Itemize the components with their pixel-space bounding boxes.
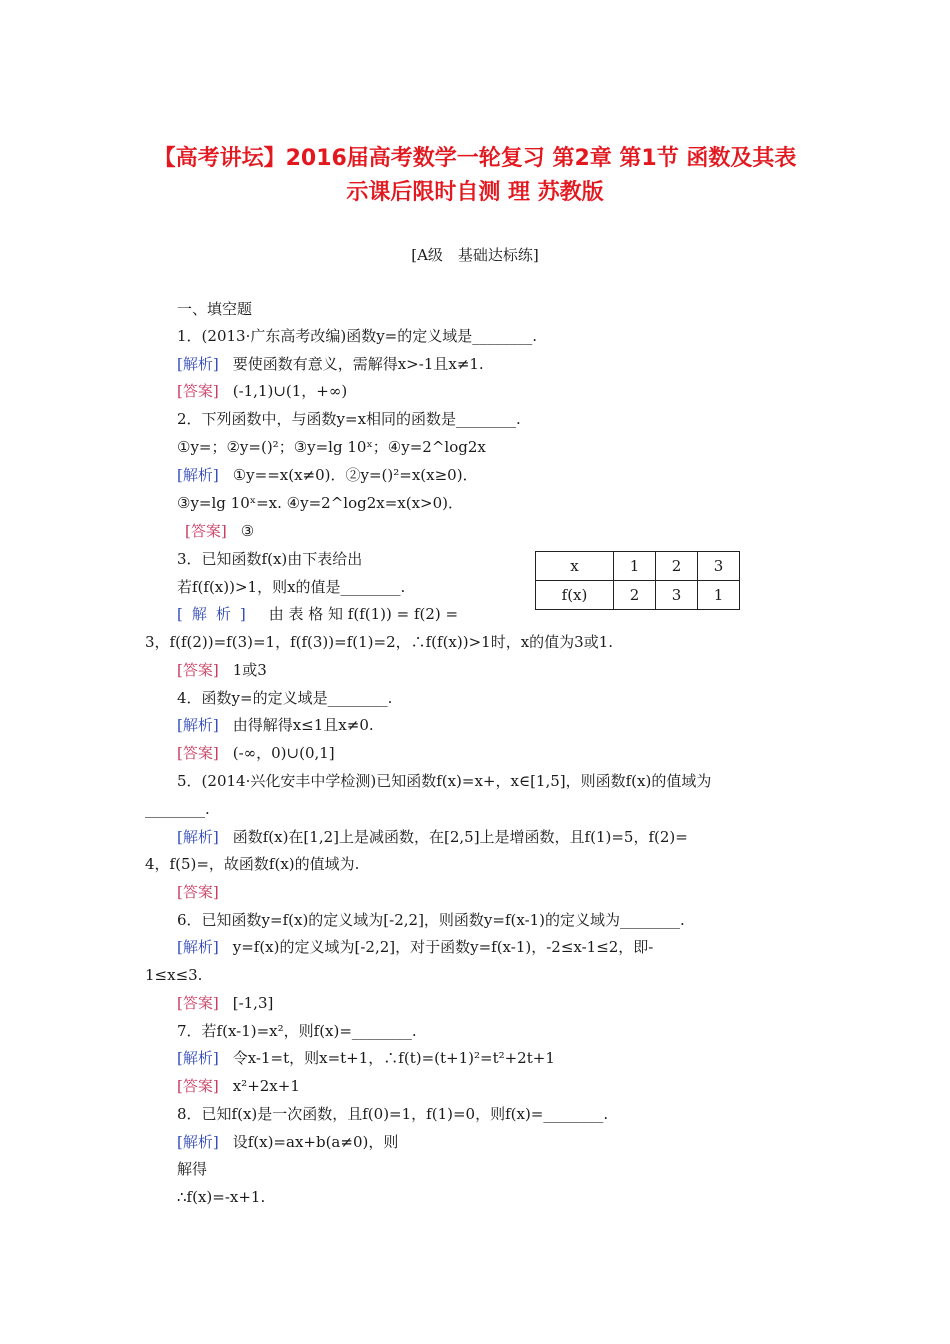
q2-text: 2．下列函数中，与函数y=x相同的函数是________. xyxy=(177,410,521,428)
q4-text: 4．函数y=的定义域是________. xyxy=(177,689,393,707)
q3-analysis-cont: 3，f(f(2))=f(3)=1，f(f(3))=f(1)=2，∴f(f(x))>1时，x的值为3或1. xyxy=(145,633,614,651)
q3-analysis xyxy=(177,603,458,625)
answer-tag: [答案] xyxy=(177,1077,219,1095)
q2-analysis-cont: ③y=lg 10ˣ=x. ④y=2^log2x=x(x>0)． xyxy=(177,494,464,512)
document-title xyxy=(130,142,820,210)
q6-analysis-cont: 1≤x≤3. xyxy=(145,966,203,984)
title-line-2: 示课后限时自测 理 苏教版 xyxy=(346,180,604,205)
title-line-1: 【高考讲坛】2016届高考数学一轮复习 第2章 第1节 函数及其表 xyxy=(153,146,797,171)
q4-answer-text: (-∞，0)∪(0,1] xyxy=(232,744,335,762)
answer-tag: [答案] xyxy=(177,661,219,679)
q6-analysis xyxy=(177,936,653,958)
analysis-tag: [解析] xyxy=(177,355,219,373)
q2-answer-text: ③ xyxy=(240,522,255,540)
function-table xyxy=(535,551,740,610)
q8-result: ∴f(x)=-x+1. xyxy=(177,1188,266,1206)
table-cell: 1 xyxy=(698,581,740,610)
q5-analysis-cont: 4，f(5)=，故函数f(x)的值域为. xyxy=(145,855,360,873)
table-cell: 2 xyxy=(656,552,698,581)
q2-options: ①y=；②y=()²；③y=lg 10ˣ；④y=2^log2x xyxy=(177,438,486,456)
q2-answer xyxy=(185,520,254,542)
q6-answer xyxy=(177,992,273,1014)
q7-analysis xyxy=(177,1047,555,1069)
q3-answer xyxy=(177,659,267,681)
table-cell: 2 xyxy=(614,581,656,610)
analysis-tag: [解析] xyxy=(177,466,219,484)
answer-tag: [答案] xyxy=(185,522,227,540)
q8-solve: 解得 xyxy=(177,1160,208,1178)
table-cell: 3 xyxy=(656,581,698,610)
q8-analysis-text: 设f(x)=ax+b(a≠0)，则 xyxy=(232,1133,399,1151)
q5-analysis xyxy=(177,826,688,848)
q5-text-cont: ________. xyxy=(145,800,210,818)
q8-text: 8．已知f(x)是一次函数，且f(0)=1，f(1)=0，则f(x)=________. xyxy=(177,1105,609,1123)
q8-analysis xyxy=(177,1131,398,1153)
table-row xyxy=(536,552,740,581)
q1-text: 1．(2013·广东高考改编)函数y=的定义域是________. xyxy=(177,327,538,345)
table-cell: f(x) xyxy=(536,581,614,610)
q3-answer-text: 1或3 xyxy=(232,661,267,679)
q6-answer-text: [-1,3] xyxy=(232,994,274,1012)
q2-analysis xyxy=(177,464,478,486)
q4-answer xyxy=(177,742,335,764)
q3-text: 3．已知函数f(x)由下表给出 xyxy=(177,550,363,568)
q5-text: 5．(2014·兴化安丰中学检测)已知函数f(x)=x+，x∈[1,5]，则函数f(x)的值域为 xyxy=(177,772,712,790)
table-cell: 1 xyxy=(614,552,656,581)
analysis-tag: [解析] xyxy=(177,1049,219,1067)
table-row xyxy=(536,581,740,610)
q1-analysis-text: 要使函数有意义，需解得x>-1且x≠1. xyxy=(232,355,484,373)
analysis-tag: [解析] xyxy=(177,716,219,734)
q5-analysis-text: 函数f(x)在[1,2]上是减函数，在[2,5]上是增函数，且f(1)=5，f(2)= xyxy=(232,828,688,846)
q3-text-cont: 若f(f(x))>1，则x的值是________. xyxy=(177,578,406,596)
q1-answer xyxy=(177,380,347,402)
q1-answer-text: (-1,1)∪(1，+∞) xyxy=(232,382,348,400)
answer-tag: [答案] xyxy=(177,382,219,400)
analysis-tag: [解析] xyxy=(177,938,219,956)
analysis-tag: [解析] xyxy=(177,1133,219,1151)
q7-answer-text: x²+2x+1 xyxy=(232,1077,300,1095)
q7-answer xyxy=(177,1075,300,1097)
q1-analysis xyxy=(177,353,484,375)
q7-analysis-text: 令x-1=t，则x=t+1，∴f(t)=(t+1)²=t²+2t+1 xyxy=(232,1049,555,1067)
section-heading: 一、填空题 xyxy=(177,300,253,318)
q6-analysis-text: y=f(x)的定义域为[-2,2]，对于函数y=f(x-1)，-2≤x-1≤2，即- xyxy=(232,938,654,956)
level-heading: [A级 基础达标练] xyxy=(411,246,539,264)
q2-analysis-text: ①y==x(x≠0)．②y=()²=x(x≥0)． xyxy=(232,466,478,484)
q3-analysis-text: 由 表 格 知 f(f(1)) = f(2) = xyxy=(268,605,459,623)
analysis-tag: [解析] xyxy=(177,828,219,846)
answer-tag: [答案] xyxy=(177,883,219,901)
q4-analysis xyxy=(177,714,374,736)
q7-text: 7．若f(x-1)=x²，则f(x)=________. xyxy=(177,1022,417,1040)
table-cell: 3 xyxy=(698,552,740,581)
table-cell: x xyxy=(536,552,614,581)
answer-tag: [答案] xyxy=(177,744,219,762)
q4-analysis-text: 由得解得x≤1且x≠0. xyxy=(232,716,374,734)
answer-tag: [答案] xyxy=(177,994,219,1012)
q6-text: 6．已知函数y=f(x)的定义域为[-2,2]，则函数y=f(x-1)的定义域为________. xyxy=(177,911,685,929)
analysis-tag: [解析] xyxy=(177,605,255,623)
q5-answer xyxy=(177,881,233,903)
